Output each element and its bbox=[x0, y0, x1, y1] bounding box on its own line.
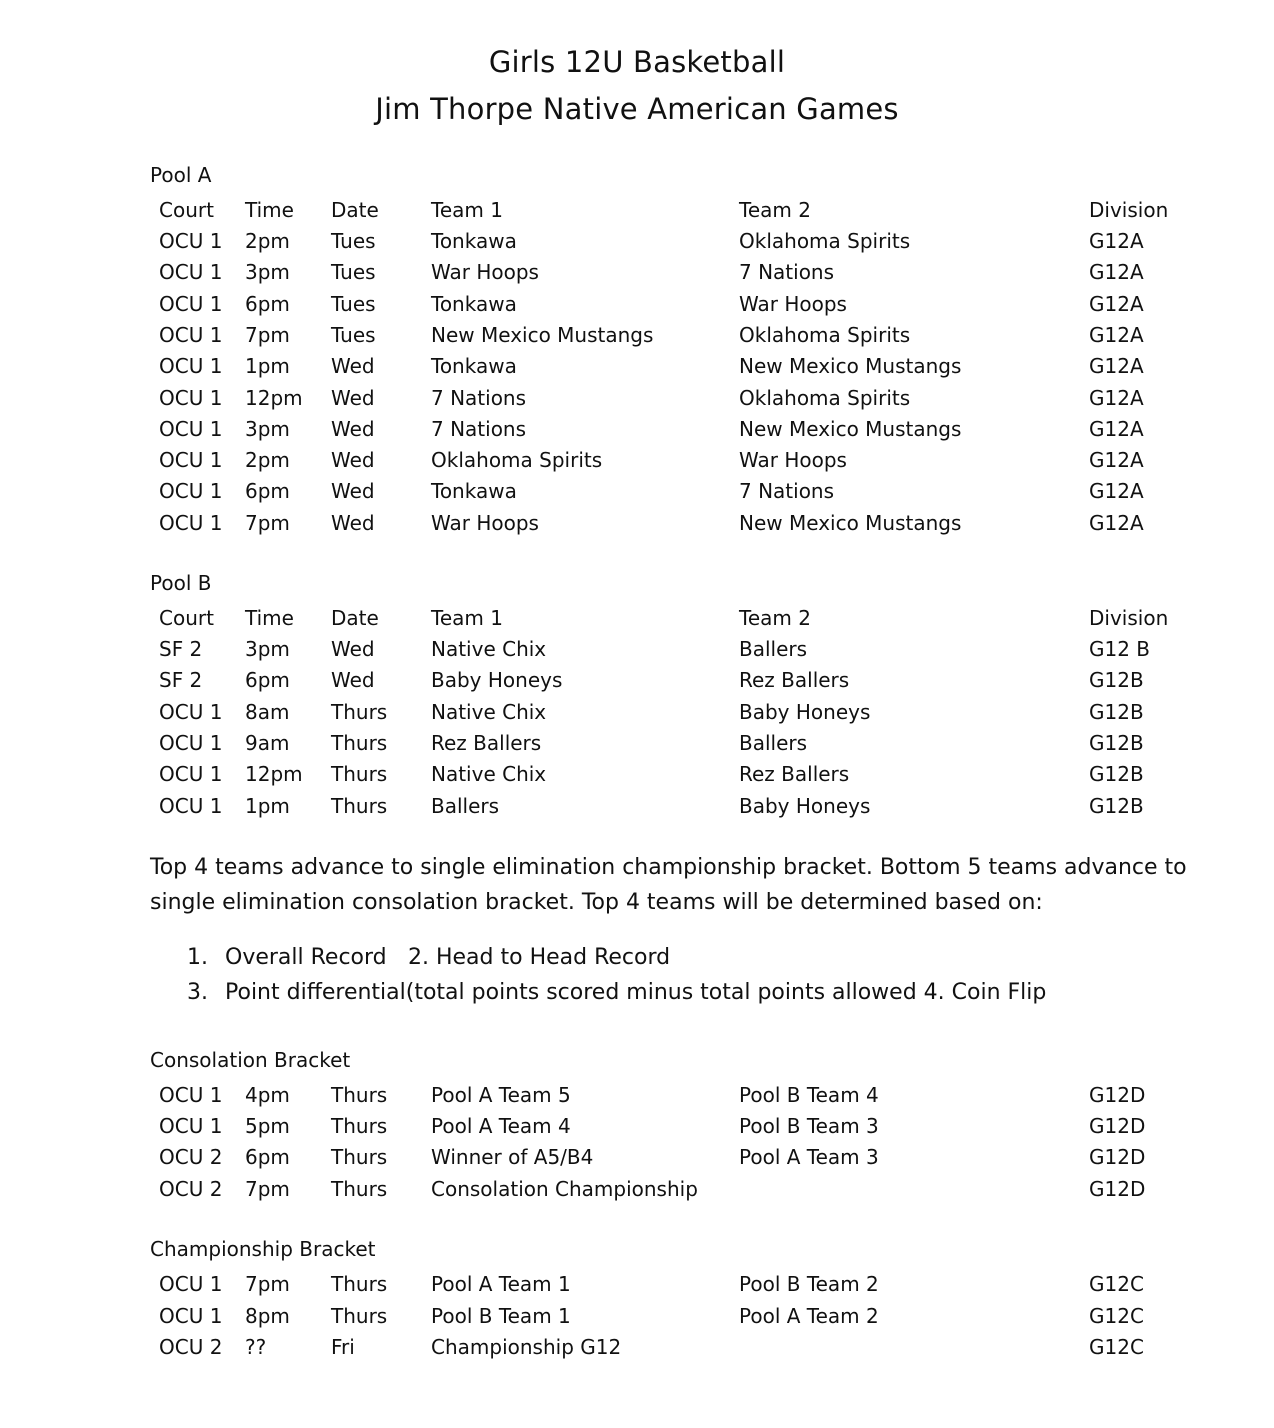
table-row bbox=[0, 666, 1274, 694]
cell-court: OCU 1 bbox=[159, 1083, 223, 1107]
cell-team1: Oklahoma Spirits bbox=[431, 448, 603, 473]
cell-team1: Baby Honeys bbox=[431, 668, 563, 693]
cell-court: OCU 1 bbox=[159, 322, 223, 347]
cell-court: SF 2 bbox=[159, 637, 203, 661]
table-row bbox=[0, 760, 1274, 788]
cell-court: OCU 1 bbox=[159, 1114, 223, 1139]
cell-date: Tues bbox=[331, 291, 376, 316]
cell-team2: Pool B Team 2 bbox=[739, 1272, 879, 1296]
header-division: Division bbox=[1089, 198, 1169, 222]
page-title: Girls 12U Basketball bbox=[488, 45, 786, 79]
cell-division: G12B bbox=[1089, 793, 1144, 818]
table-row bbox=[0, 258, 1274, 286]
cell-date: Wed bbox=[331, 479, 375, 504]
cell-date: Fri bbox=[331, 1335, 355, 1359]
cell-time: 8pm bbox=[245, 1303, 290, 1328]
cell-team1: Native Chix bbox=[431, 762, 547, 787]
cell-team1: New Mexico Mustangs bbox=[431, 322, 654, 347]
cell-team1: Pool A Team 1 bbox=[431, 1272, 571, 1296]
cell-team2: 7 Nations bbox=[739, 260, 835, 285]
cell-time: 1pm bbox=[245, 793, 290, 818]
cell-date: Wed bbox=[331, 354, 375, 379]
cell-date: Thurs bbox=[331, 1083, 388, 1107]
cell-date: Thurs bbox=[331, 1114, 388, 1139]
cell-division: G12 B bbox=[1089, 637, 1151, 661]
cell-date: Thurs bbox=[331, 1176, 388, 1201]
table-row bbox=[0, 352, 1274, 380]
header-team2: Team 2 bbox=[739, 606, 811, 630]
cell-team2: War Hoops bbox=[739, 448, 847, 473]
cell-time: 7pm bbox=[245, 510, 290, 535]
cell-time: 2pm bbox=[245, 448, 290, 473]
cell-time: 6pm bbox=[245, 291, 290, 316]
cell-court: OCU 1 bbox=[159, 699, 223, 724]
cell-date: Wed bbox=[331, 416, 375, 441]
cell-time: 7pm bbox=[245, 1176, 290, 1201]
cell-team2: Baby Honeys bbox=[739, 699, 871, 724]
cell-team1: Rez Ballers bbox=[431, 730, 542, 755]
cell-date: Tues bbox=[331, 260, 376, 285]
cell-time: 6pm bbox=[245, 1145, 290, 1170]
cell-division: G12A bbox=[1089, 291, 1144, 316]
header-time: Time bbox=[245, 198, 294, 222]
table-row bbox=[0, 227, 1274, 255]
cell-team2: New Mexico Mustangs bbox=[739, 416, 962, 441]
criteria-3: Point differential(total points scored minus total points allowed 4. Coin Flip bbox=[225, 980, 1047, 1005]
cell-court: OCU 1 bbox=[159, 1272, 223, 1296]
rules-paragraph bbox=[150, 850, 1187, 920]
cell-date: Thurs bbox=[331, 1145, 388, 1170]
cell-court: OCU 2 bbox=[159, 1145, 223, 1170]
header-court: Court bbox=[159, 606, 214, 630]
cell-date: Tues bbox=[331, 322, 376, 347]
table-row bbox=[0, 1333, 1274, 1361]
cell-team2: New Mexico Mustangs bbox=[739, 354, 962, 379]
table-row bbox=[0, 384, 1274, 412]
cell-team1: Native Chix bbox=[431, 637, 547, 661]
cell-court: OCU 1 bbox=[159, 448, 223, 473]
criteria-2: 2. Head to Head Record bbox=[408, 945, 671, 970]
cell-time: 6pm bbox=[245, 668, 290, 693]
rules-line-2: single elimination consolation bracket. Top 4 teams will be determined based on: bbox=[150, 890, 1043, 915]
cell-team1: Tonkawa bbox=[431, 479, 517, 504]
cell-court: OCU 1 bbox=[159, 385, 223, 410]
cell-time: 3pm bbox=[245, 260, 290, 285]
cell-team2: Oklahoma Spirits bbox=[739, 229, 911, 253]
cell-court: OCU 1 bbox=[159, 354, 223, 379]
cell-date: Thurs bbox=[331, 1303, 388, 1328]
cell-date: Thurs bbox=[331, 730, 388, 755]
cell-division: G12D bbox=[1089, 1145, 1146, 1170]
cell-team1: Championship G12 bbox=[431, 1335, 622, 1359]
consolation-label: Consolation Bracket bbox=[150, 1048, 351, 1072]
cell-team2: Pool B Team 3 bbox=[739, 1114, 879, 1139]
cell-team2: Pool B Team 4 bbox=[739, 1083, 879, 1107]
cell-court: OCU 1 bbox=[159, 416, 223, 441]
table-row bbox=[0, 1112, 1274, 1140]
cell-court: OCU 1 bbox=[159, 260, 223, 285]
cell-date: Thurs bbox=[331, 1272, 388, 1296]
cell-team2: Pool A Team 2 bbox=[739, 1303, 879, 1328]
pool-b-label: Pool B bbox=[150, 571, 212, 595]
cell-team2: Baby Honeys bbox=[739, 793, 871, 818]
cell-court: OCU 1 bbox=[159, 510, 223, 535]
cell-team1: Tonkawa bbox=[431, 354, 517, 379]
header-date: Date bbox=[331, 606, 379, 630]
cell-team1: War Hoops bbox=[431, 260, 539, 285]
cell-court: OCU 1 bbox=[159, 1303, 223, 1328]
table-row bbox=[0, 509, 1274, 537]
cell-team2: Ballers bbox=[739, 637, 808, 661]
cell-court: OCU 1 bbox=[159, 229, 223, 253]
cell-date: Wed bbox=[331, 385, 375, 410]
header-court: Court bbox=[159, 198, 214, 222]
table-row bbox=[0, 1175, 1274, 1203]
header-time: Time bbox=[245, 606, 294, 630]
cell-team1: Tonkawa bbox=[431, 229, 517, 253]
cell-division: G12A bbox=[1089, 322, 1144, 347]
pool-b-header-row bbox=[0, 604, 1274, 632]
cell-time: 2pm bbox=[245, 229, 290, 253]
criteria-1-number: 1. bbox=[187, 945, 208, 970]
cell-court: OCU 1 bbox=[159, 762, 223, 787]
cell-time: 1pm bbox=[245, 354, 290, 379]
cell-division: G12B bbox=[1089, 730, 1144, 755]
cell-court: OCU 1 bbox=[159, 479, 223, 504]
cell-division: G12A bbox=[1089, 479, 1144, 504]
header-division: Division bbox=[1089, 606, 1169, 630]
cell-division: G12B bbox=[1089, 668, 1144, 693]
table-row bbox=[0, 415, 1274, 443]
cell-division: G12C bbox=[1089, 1272, 1144, 1296]
table-row bbox=[0, 446, 1274, 474]
cell-team1: Ballers bbox=[431, 793, 500, 818]
cell-court: SF 2 bbox=[159, 668, 203, 693]
table-row bbox=[0, 1270, 1274, 1298]
cell-time: 3pm bbox=[245, 637, 290, 661]
table-row bbox=[0, 477, 1274, 505]
cell-time: 3pm bbox=[245, 416, 290, 441]
rules-line-1: Top 4 teams advance to single elimination championship bracket. Bottom 5 teams advance to bbox=[150, 855, 1187, 880]
cell-time: 6pm bbox=[245, 479, 290, 504]
cell-time: 12pm bbox=[245, 762, 303, 787]
table-row bbox=[0, 635, 1274, 663]
cell-time: 5pm bbox=[245, 1114, 290, 1139]
cell-division: G12A bbox=[1089, 229, 1144, 253]
cell-division: G12D bbox=[1089, 1176, 1146, 1201]
pool-a-header-row bbox=[0, 196, 1274, 224]
cell-time: 12pm bbox=[245, 385, 303, 410]
header-team1: Team 1 bbox=[431, 606, 503, 630]
cell-team2: New Mexico Mustangs bbox=[739, 510, 962, 535]
cell-team1: Pool A Team 5 bbox=[431, 1083, 571, 1107]
cell-team1: Native Chix bbox=[431, 699, 547, 724]
cell-division: G12A bbox=[1089, 510, 1144, 535]
cell-division: G12A bbox=[1089, 354, 1144, 379]
championship-label: Championship Bracket bbox=[150, 1237, 376, 1261]
cell-team1: Winner of A5/B4 bbox=[431, 1145, 594, 1170]
header-team2: Team 2 bbox=[739, 198, 811, 222]
header-date: Date bbox=[331, 198, 379, 222]
cell-team2: Oklahoma Spirits bbox=[739, 322, 911, 347]
cell-court: OCU 1 bbox=[159, 291, 223, 316]
cell-team2: Ballers bbox=[739, 730, 808, 755]
cell-time: 4pm bbox=[245, 1083, 290, 1107]
cell-division: G12B bbox=[1089, 699, 1144, 724]
cell-court: OCU 1 bbox=[159, 730, 223, 755]
cell-date: Tues bbox=[331, 229, 376, 253]
table-row bbox=[0, 1302, 1274, 1330]
cell-date: Thurs bbox=[331, 793, 388, 818]
cell-division: G12D bbox=[1089, 1114, 1146, 1139]
table-row bbox=[0, 321, 1274, 349]
header-team1: Team 1 bbox=[431, 198, 503, 222]
cell-time: ?? bbox=[245, 1335, 267, 1359]
cell-court: OCU 2 bbox=[159, 1176, 223, 1201]
cell-team2: 7 Nations bbox=[739, 479, 835, 504]
cell-court: OCU 1 bbox=[159, 793, 223, 818]
cell-time: 9am bbox=[245, 730, 290, 755]
cell-division: G12A bbox=[1089, 416, 1144, 441]
cell-division: G12A bbox=[1089, 448, 1144, 473]
cell-division: G12B bbox=[1089, 762, 1144, 787]
cell-team2: Rez Ballers bbox=[739, 668, 850, 693]
cell-time: 7pm bbox=[245, 322, 290, 347]
cell-time: 7pm bbox=[245, 1272, 290, 1296]
cell-date: Wed bbox=[331, 668, 375, 693]
cell-team1: War Hoops bbox=[431, 510, 539, 535]
table-row bbox=[0, 1143, 1274, 1171]
page-subtitle: Jim Thorpe Native American Games bbox=[375, 92, 899, 126]
cell-division: G12A bbox=[1089, 385, 1144, 410]
cell-division: G12C bbox=[1089, 1303, 1144, 1328]
table-row bbox=[0, 290, 1274, 318]
cell-team1: Pool B Team 1 bbox=[431, 1303, 571, 1328]
cell-team2: War Hoops bbox=[739, 291, 847, 316]
cell-court: OCU 2 bbox=[159, 1335, 223, 1359]
cell-date: Thurs bbox=[331, 762, 388, 787]
table-row bbox=[0, 698, 1274, 726]
cell-team2: Rez Ballers bbox=[739, 762, 850, 787]
cell-time: 8am bbox=[245, 699, 290, 724]
criteria-1: Overall Record bbox=[225, 945, 387, 970]
cell-date: Wed bbox=[331, 448, 375, 473]
cell-date: Thurs bbox=[331, 699, 388, 724]
pool-a-label: Pool A bbox=[150, 163, 212, 187]
criteria-3-number: 3. bbox=[187, 980, 208, 1005]
cell-team1: Pool A Team 4 bbox=[431, 1114, 571, 1139]
cell-division: G12C bbox=[1089, 1335, 1144, 1359]
cell-team1: 7 Nations bbox=[431, 385, 527, 410]
cell-team2: Oklahoma Spirits bbox=[739, 385, 911, 410]
table-row bbox=[0, 792, 1274, 820]
cell-team1: Tonkawa bbox=[431, 291, 517, 316]
cell-team1: Consolation Championship bbox=[431, 1176, 698, 1201]
cell-team2: Pool A Team 3 bbox=[739, 1145, 879, 1170]
table-row bbox=[0, 1081, 1274, 1109]
table-row bbox=[0, 729, 1274, 757]
cell-date: Wed bbox=[331, 510, 375, 535]
cell-division: G12A bbox=[1089, 260, 1144, 285]
cell-division: G12D bbox=[1089, 1083, 1146, 1107]
cell-date: Wed bbox=[331, 637, 375, 661]
cell-team1: 7 Nations bbox=[431, 416, 527, 441]
